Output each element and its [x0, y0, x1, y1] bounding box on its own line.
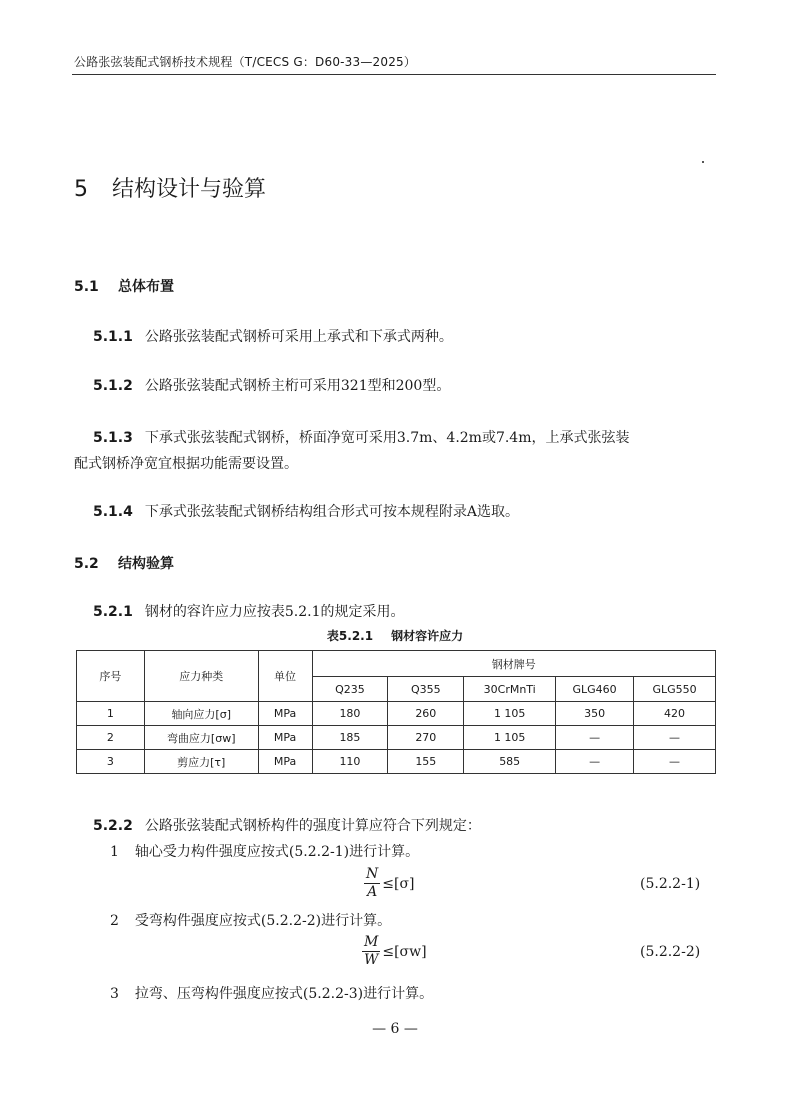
- cell-unit: MPa: [258, 750, 312, 774]
- clause-text: 下承式张弦装配式钢桥结构组合形式可按本规程附录A选取。: [144, 504, 519, 520]
- clause-number: 5.1.3: [93, 430, 133, 446]
- clause-text: 下承式张弦装配式钢桥，桥面净宽可采用3.7m、4.2m或7.4m，上承式张弦装: [144, 430, 630, 446]
- cell-value: 155: [388, 750, 464, 774]
- cell-value: 185: [312, 726, 388, 750]
- cell-no: 1: [77, 702, 145, 726]
- cell-type: 轴向应力[σ]: [144, 702, 258, 726]
- cell-value: —: [634, 750, 716, 774]
- relation: ≤[σw]: [382, 943, 427, 960]
- table-row: [77, 702, 716, 726]
- chapter-heading: [74, 172, 266, 203]
- equation-number: (5.2.2-1): [640, 876, 701, 892]
- clause-text: 公路张弦装配式钢桥构件的强度计算应符合下列规定：: [144, 818, 481, 834]
- item-text: 拉弯、压弯构件强度应按式(5.2.2-3)进行计算。: [134, 986, 434, 1002]
- cell-value: 180: [312, 702, 388, 726]
- denominator: A: [367, 884, 378, 900]
- section-number: 5.1: [74, 279, 99, 295]
- cell-value: 110: [312, 750, 388, 774]
- cell-value: 1 105: [464, 702, 556, 726]
- header-rule: [72, 74, 716, 75]
- relation: ≤[σ]: [382, 875, 415, 892]
- formula-5-2-2-1: [364, 866, 414, 901]
- item-1: [110, 841, 419, 861]
- cell-value: 1 105: [464, 726, 556, 750]
- clause-5-1-1: [93, 326, 453, 346]
- numerator: N: [366, 866, 379, 882]
- cell-value: 585: [464, 750, 556, 774]
- grade-header: Q355: [388, 677, 464, 702]
- cell-value: 270: [388, 726, 464, 750]
- clause-number: 5.2.2: [93, 818, 133, 834]
- item-number: 2: [110, 913, 119, 929]
- item-number: 1: [110, 844, 119, 860]
- formula-5-2-2-2: [362, 934, 427, 969]
- clause-5-2-2: [93, 815, 481, 835]
- running-header: 公路张弦装配式钢桥技术规程（T/CECS G：D60-33—2025）: [74, 55, 417, 69]
- header-steel-grade: 钢材牌号: [312, 651, 716, 677]
- cell-value: 260: [388, 702, 464, 726]
- cell-type: 剪应力[τ]: [144, 750, 258, 774]
- header-no: 序号: [77, 651, 145, 702]
- cell-unit: MPa: [258, 726, 312, 750]
- chapter-title: 结构设计与验算: [112, 177, 267, 202]
- clause-number: 5.2.1: [93, 604, 133, 620]
- table-label: 表5.2.1: [326, 629, 374, 643]
- item-number: 3: [110, 986, 119, 1002]
- cell-value: —: [556, 726, 634, 750]
- cell-value: —: [634, 726, 716, 750]
- table-caption: [0, 627, 790, 644]
- clause-number: 5.1.2: [93, 378, 133, 394]
- allowable-stress-table: [76, 650, 716, 774]
- item-text: 轴心受力构件强度应按式(5.2.2-1)进行计算。: [134, 844, 420, 860]
- cell-value: —: [556, 750, 634, 774]
- header-stress-type: 应力种类: [144, 651, 258, 702]
- fraction: [364, 866, 380, 901]
- grade-header: 30CrMnTi: [464, 677, 556, 702]
- clause-text: 公路张弦装配式钢桥可采用上承式和下承式两种。: [144, 329, 453, 345]
- header-unit: 单位: [258, 651, 312, 702]
- cell-value: 420: [634, 702, 716, 726]
- cell-unit: MPa: [258, 702, 312, 726]
- chapter-number: 5: [74, 177, 88, 202]
- item-text: 受弯构件强度应按式(5.2.2-2)进行计算。: [134, 913, 392, 929]
- section-title: 结构验算: [118, 556, 174, 572]
- page-number: — 6 —: [372, 1021, 418, 1037]
- clause-number: 5.1.4: [93, 504, 133, 520]
- table-row: [77, 750, 716, 774]
- clause-text: 钢材的容许应力应按表5.2.1的规定采用。: [144, 604, 405, 620]
- cell-value: 350: [556, 702, 634, 726]
- table-title: 钢材容许应力: [391, 629, 464, 643]
- section-number: 5.2: [74, 556, 99, 572]
- clause-number: 5.1.1: [93, 329, 133, 345]
- section-title: 总体布置: [118, 279, 174, 295]
- clause-5-1-2: [93, 375, 450, 395]
- equation-number: (5.2.2-2): [640, 944, 701, 960]
- section-heading: [74, 553, 174, 573]
- clause-text: 公路张弦装配式钢桥主桁可采用321型和200型。: [144, 378, 451, 394]
- section-heading: [74, 276, 174, 296]
- numerator: M: [364, 934, 379, 950]
- clause-5-1-3-continuation: 配式钢桥净宽宜根据功能需要设置。: [74, 456, 298, 472]
- item-2: [110, 910, 391, 930]
- clause-5-2-1: [93, 601, 405, 621]
- fraction: [362, 934, 380, 969]
- table-row: [77, 726, 716, 750]
- grade-header: GLG550: [634, 677, 716, 702]
- clause-5-1-3: [93, 427, 630, 447]
- cell-no: 2: [77, 726, 145, 750]
- denominator: W: [363, 952, 379, 968]
- cell-no: 3: [77, 750, 145, 774]
- cell-type: 弯曲应力[σw]: [144, 726, 258, 750]
- item-3: [110, 983, 433, 1003]
- grade-header: Q235: [312, 677, 388, 702]
- scan-speck: [702, 161, 704, 163]
- grade-header: GLG460: [556, 677, 634, 702]
- clause-5-1-4: [93, 501, 519, 521]
